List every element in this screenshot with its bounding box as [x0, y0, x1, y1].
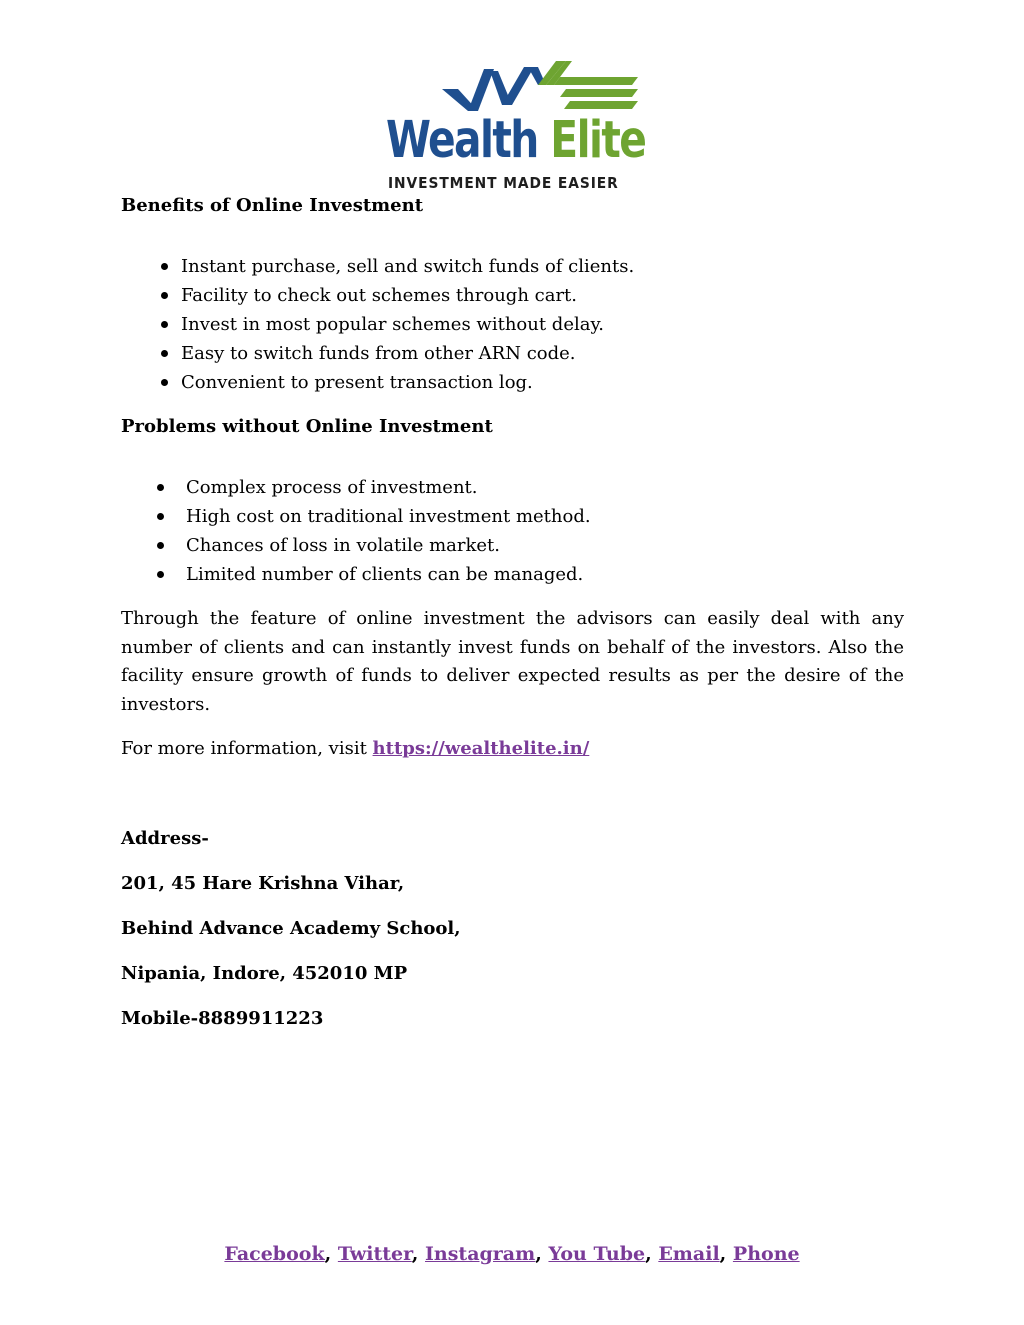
benefits-list — [121, 252, 904, 397]
more-info-line — [121, 735, 904, 764]
problems-heading: Problems without Online Investment — [121, 416, 493, 437]
address-line-1: 201, 45 Hare Krishna Vihar, — [121, 872, 405, 894]
social-separator: , — [535, 1243, 542, 1265]
social-separator: , — [719, 1243, 727, 1265]
email-link[interactable]: Email — [658, 1243, 720, 1265]
website-link[interactable]: https://wealthelite.in/ — [372, 738, 590, 759]
youtube-link[interactable]: You Tube — [548, 1243, 646, 1265]
logo-chart-mark — [442, 55, 642, 117]
list-item: Convenient to present transaction log. — [121, 368, 904, 397]
wealth-elite-logo — [384, 55, 644, 195]
instagram-link[interactable]: Instagram — [425, 1243, 536, 1265]
twitter-link[interactable]: Twitter — [337, 1243, 412, 1265]
address-line-2: Behind Advance Academy School, — [121, 917, 461, 939]
list-item: Facility to check out schemes through cart. — [121, 281, 904, 310]
list-item: Instant purchase, sell and switch funds of clients. — [121, 252, 904, 281]
more-info-prefix: For more information, visit — [121, 738, 373, 759]
list-item: Complex process of investment. — [121, 473, 904, 502]
social-links — [0, 1239, 1024, 1269]
benefits-heading: Benefits of Online Investment — [121, 195, 424, 216]
logo-tagline: INVESTMENT MADE EASIER — [388, 174, 619, 192]
address-label: Address- — [121, 827, 209, 849]
logo-word-wealth: Wealth — [386, 111, 538, 170]
list-item: Invest in most popular schemes without delay. — [121, 310, 904, 339]
list-item: Chances of loss in volatile market. — [121, 531, 904, 560]
document-body — [121, 192, 904, 1033]
social-separator: , — [324, 1243, 332, 1265]
mobile-number: Mobile-8889911223 — [121, 1007, 324, 1029]
address-line-3: Nipania, Indore, 452010 MP — [121, 962, 408, 984]
problems-list — [121, 473, 904, 589]
social-separator: , — [411, 1243, 419, 1265]
social-separator: , — [645, 1243, 652, 1265]
list-item: Easy to switch funds from other ARN code. — [121, 339, 904, 368]
list-item: High cost on traditional investment method. — [121, 502, 904, 531]
phone-link[interactable]: Phone — [732, 1243, 800, 1265]
logo-wordmark — [386, 111, 645, 171]
logo-word-elite: Elite — [550, 111, 646, 170]
list-item: Limited number of clients can be managed. — [121, 560, 904, 589]
body-paragraph: Through the feature of online investment the advisors can easily deal with any number of clients and can instantly invest funds on behalf of the investors. Also the facility ensure growth of funds to deliver expected results as per the desire of the investors. — [121, 608, 904, 715]
facebook-link[interactable]: Facebook — [224, 1243, 325, 1265]
